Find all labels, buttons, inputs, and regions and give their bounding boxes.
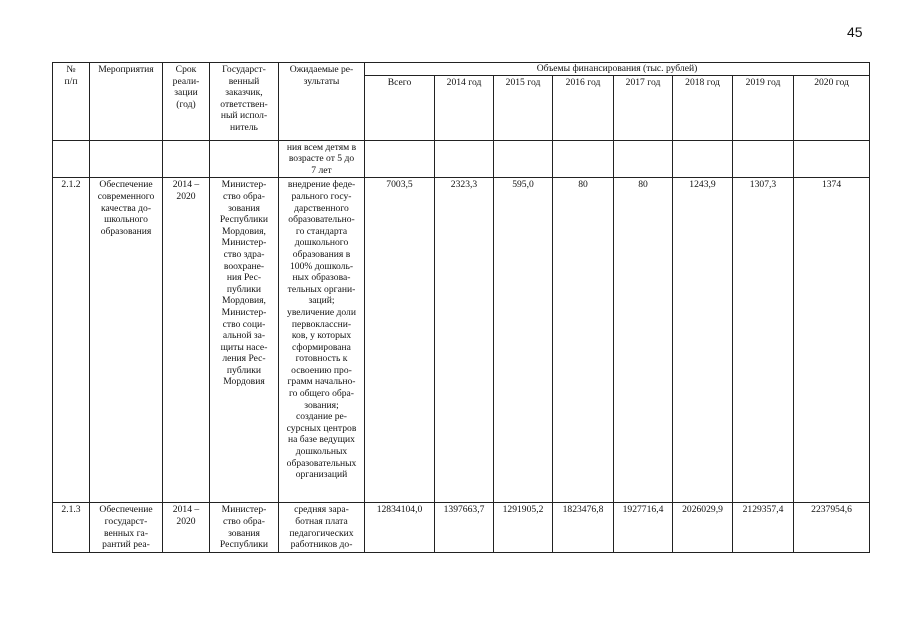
text-line: дошкольного — [294, 237, 349, 249]
text-line: рального госу- — [291, 190, 352, 202]
cell-empty — [365, 140, 435, 178]
text-line: Министер- — [221, 237, 267, 249]
text-line: Министер- — [221, 179, 267, 191]
table-row — [53, 503, 870, 552]
row-value-2020: 2237954,6 — [794, 503, 870, 552]
text-line: п/п — [64, 75, 78, 87]
row-value-2019: 2129357,4 — [733, 503, 794, 552]
row-customer — [210, 503, 279, 552]
row-value-2018: 2026029,9 — [673, 503, 733, 552]
text-line: Республики — [219, 539, 269, 551]
text-line: современного — [97, 190, 155, 202]
cell-empty — [553, 140, 614, 178]
text-line: готовность к — [295, 353, 348, 365]
cell-empty — [163, 140, 210, 178]
text-line: грамм начально- — [287, 376, 356, 388]
text-line: ство обра- — [222, 515, 266, 527]
text-line: Мордовия, — [222, 295, 266, 307]
text-line: щиты насе- — [220, 341, 268, 353]
row-term — [163, 178, 210, 503]
text-line: освоению про- — [291, 364, 352, 376]
text-line: ответствен- — [220, 98, 268, 110]
text-line: 2020 — [176, 190, 196, 202]
text-line: зования — [228, 202, 260, 214]
text-line: Мордовия, — [222, 225, 266, 237]
text-line: ния Рес- — [226, 272, 262, 284]
header-measure — [90, 63, 163, 141]
text-line: го стандарта — [295, 225, 348, 237]
text-line: ство соци- — [222, 318, 266, 330]
row-customer — [210, 178, 279, 503]
text-line: рантий реа- — [102, 539, 150, 551]
text-line: публики — [226, 364, 262, 376]
row-results — [279, 503, 365, 552]
text-line: первоклассни- — [291, 318, 352, 330]
text-line: ления Рес- — [222, 353, 266, 365]
text-line: ния всем детям в — [286, 141, 357, 153]
text-line: организаций — [295, 469, 348, 481]
text-line: венных га- — [103, 527, 149, 539]
text-line: венный — [228, 75, 260, 87]
text-line: Обеспечение — [99, 504, 153, 516]
text-line: зования; — [304, 399, 339, 411]
text-line: Министер- — [221, 504, 267, 516]
row-results — [279, 178, 365, 503]
row-number: 2.1.3 — [53, 503, 90, 552]
row-value-2014: 2323,3 — [435, 178, 494, 503]
header-year-2018: 2018 год — [673, 75, 733, 140]
text-line: Республики — [219, 214, 269, 226]
text-line: альной за- — [222, 330, 266, 342]
text-line: тельных органи- — [287, 283, 356, 295]
text-line: школьного — [104, 214, 148, 226]
text-line: 7 лет — [311, 164, 332, 176]
text-line: ство обра- — [222, 190, 266, 202]
text-line: внедрение феде- — [287, 179, 356, 191]
continuation-row — [53, 140, 870, 178]
program-table — [52, 62, 870, 553]
header-financing-total: Всего — [365, 75, 435, 140]
text-line: зования — [228, 527, 260, 539]
header-customer — [210, 63, 279, 141]
text-line: 2014 – — [172, 504, 200, 516]
text-line: № — [66, 64, 76, 75]
text-line: Министер- — [221, 306, 267, 318]
header-year-2020: 2020 год — [794, 75, 870, 140]
row-term — [163, 503, 210, 552]
text-line: ботная плата — [295, 515, 348, 527]
text-line: ных образова- — [292, 272, 351, 284]
text-line: воохране- — [223, 260, 265, 272]
text-line: образования в — [292, 248, 351, 260]
row-value-2015: 1291905,2 — [494, 503, 553, 552]
row-value-2016: 1823476,8 — [553, 503, 614, 552]
text-line: ков, у которых — [291, 330, 352, 342]
text-line: сурсных центров — [286, 422, 357, 434]
text-line: Мордовия — [223, 376, 265, 388]
text-line: публики — [226, 283, 262, 295]
header-year-2015: 2015 год — [494, 75, 553, 140]
row-total: 12834104,0 — [365, 503, 435, 552]
page-number: 45 — [847, 24, 863, 40]
cell-empty — [673, 140, 733, 178]
row-measure — [90, 503, 163, 552]
row-value-2019: 1307,3 — [733, 178, 794, 503]
cell-empty — [614, 140, 673, 178]
text-line: го общего обра- — [288, 388, 355, 400]
text-line: на базе ведущих — [288, 434, 355, 446]
row-value-2016: 80 — [553, 178, 614, 503]
text-line: ство здра- — [223, 248, 265, 260]
text-line: работников до- — [290, 539, 353, 551]
text-line: качества до- — [100, 202, 152, 214]
text-line: заказчик, — [225, 87, 263, 99]
cell-empty — [435, 140, 494, 178]
text-line: заций; — [308, 295, 335, 307]
text-line: образовательных — [286, 457, 357, 469]
text-line: педагогических — [289, 527, 354, 539]
text-line: 2020 — [176, 515, 196, 527]
row-total: 7003,5 — [365, 178, 435, 503]
text-line: создание ре- — [296, 411, 347, 423]
text-line: ный испол- — [220, 110, 268, 122]
cell-empty — [53, 140, 90, 178]
text-line: Государст- — [222, 64, 266, 75]
header-year-2014: 2014 год — [435, 75, 494, 140]
text-line: 2014 – — [172, 179, 200, 191]
text-line: Срок — [175, 64, 197, 75]
row-value-2015: 595,0 — [494, 178, 553, 503]
header-row-top — [53, 63, 870, 76]
text-line: Мероприятия — [98, 64, 154, 75]
text-line: образования — [100, 225, 152, 237]
cell-empty — [794, 140, 870, 178]
header-year-2019: 2019 год — [733, 75, 794, 140]
text-line: сформирована — [292, 341, 351, 353]
row-number: 2.1.2 — [53, 178, 90, 503]
cell-empty — [494, 140, 553, 178]
row-value-2018: 1243,9 — [673, 178, 733, 503]
header-num — [53, 63, 90, 141]
row-value-2020: 1374 — [794, 178, 870, 503]
header-results — [279, 63, 365, 141]
row-value-2017: 80 — [614, 178, 673, 503]
cell-empty — [733, 140, 794, 178]
header-year-2017: 2017 год — [614, 75, 673, 140]
text-line: Обеспечение — [99, 179, 153, 191]
cell-empty — [90, 140, 163, 178]
row-measure — [90, 178, 163, 503]
text-line: (год) — [176, 98, 196, 110]
text-line: нитель — [230, 121, 258, 133]
text-line: Ожидаемые ре- — [289, 64, 354, 75]
text-line: возрасте от 5 до — [288, 153, 355, 165]
text-line: зультаты — [303, 75, 340, 87]
text-line: средняя зара- — [294, 504, 349, 516]
continuation-results — [279, 140, 365, 178]
row-value-2014: 1397663,7 — [435, 503, 494, 552]
header-year-2016: 2016 год — [553, 75, 614, 140]
table-row — [53, 178, 870, 503]
text-line: зации — [174, 87, 198, 99]
cell-empty — [210, 140, 279, 178]
text-line: увеличение доли — [287, 306, 356, 318]
text-line: государст- — [104, 515, 148, 527]
text-line: дошкольных — [295, 446, 348, 458]
header-financing-group: Объемы финансирования (тыс. рублей) — [365, 63, 870, 76]
text-line: 100% дошколь- — [289, 260, 354, 272]
text-line: реали- — [172, 75, 200, 87]
text-line: образовательно- — [288, 214, 355, 226]
header-term — [163, 63, 210, 141]
text-line: дарственного — [294, 202, 349, 214]
row-value-2017: 1927716,4 — [614, 503, 673, 552]
